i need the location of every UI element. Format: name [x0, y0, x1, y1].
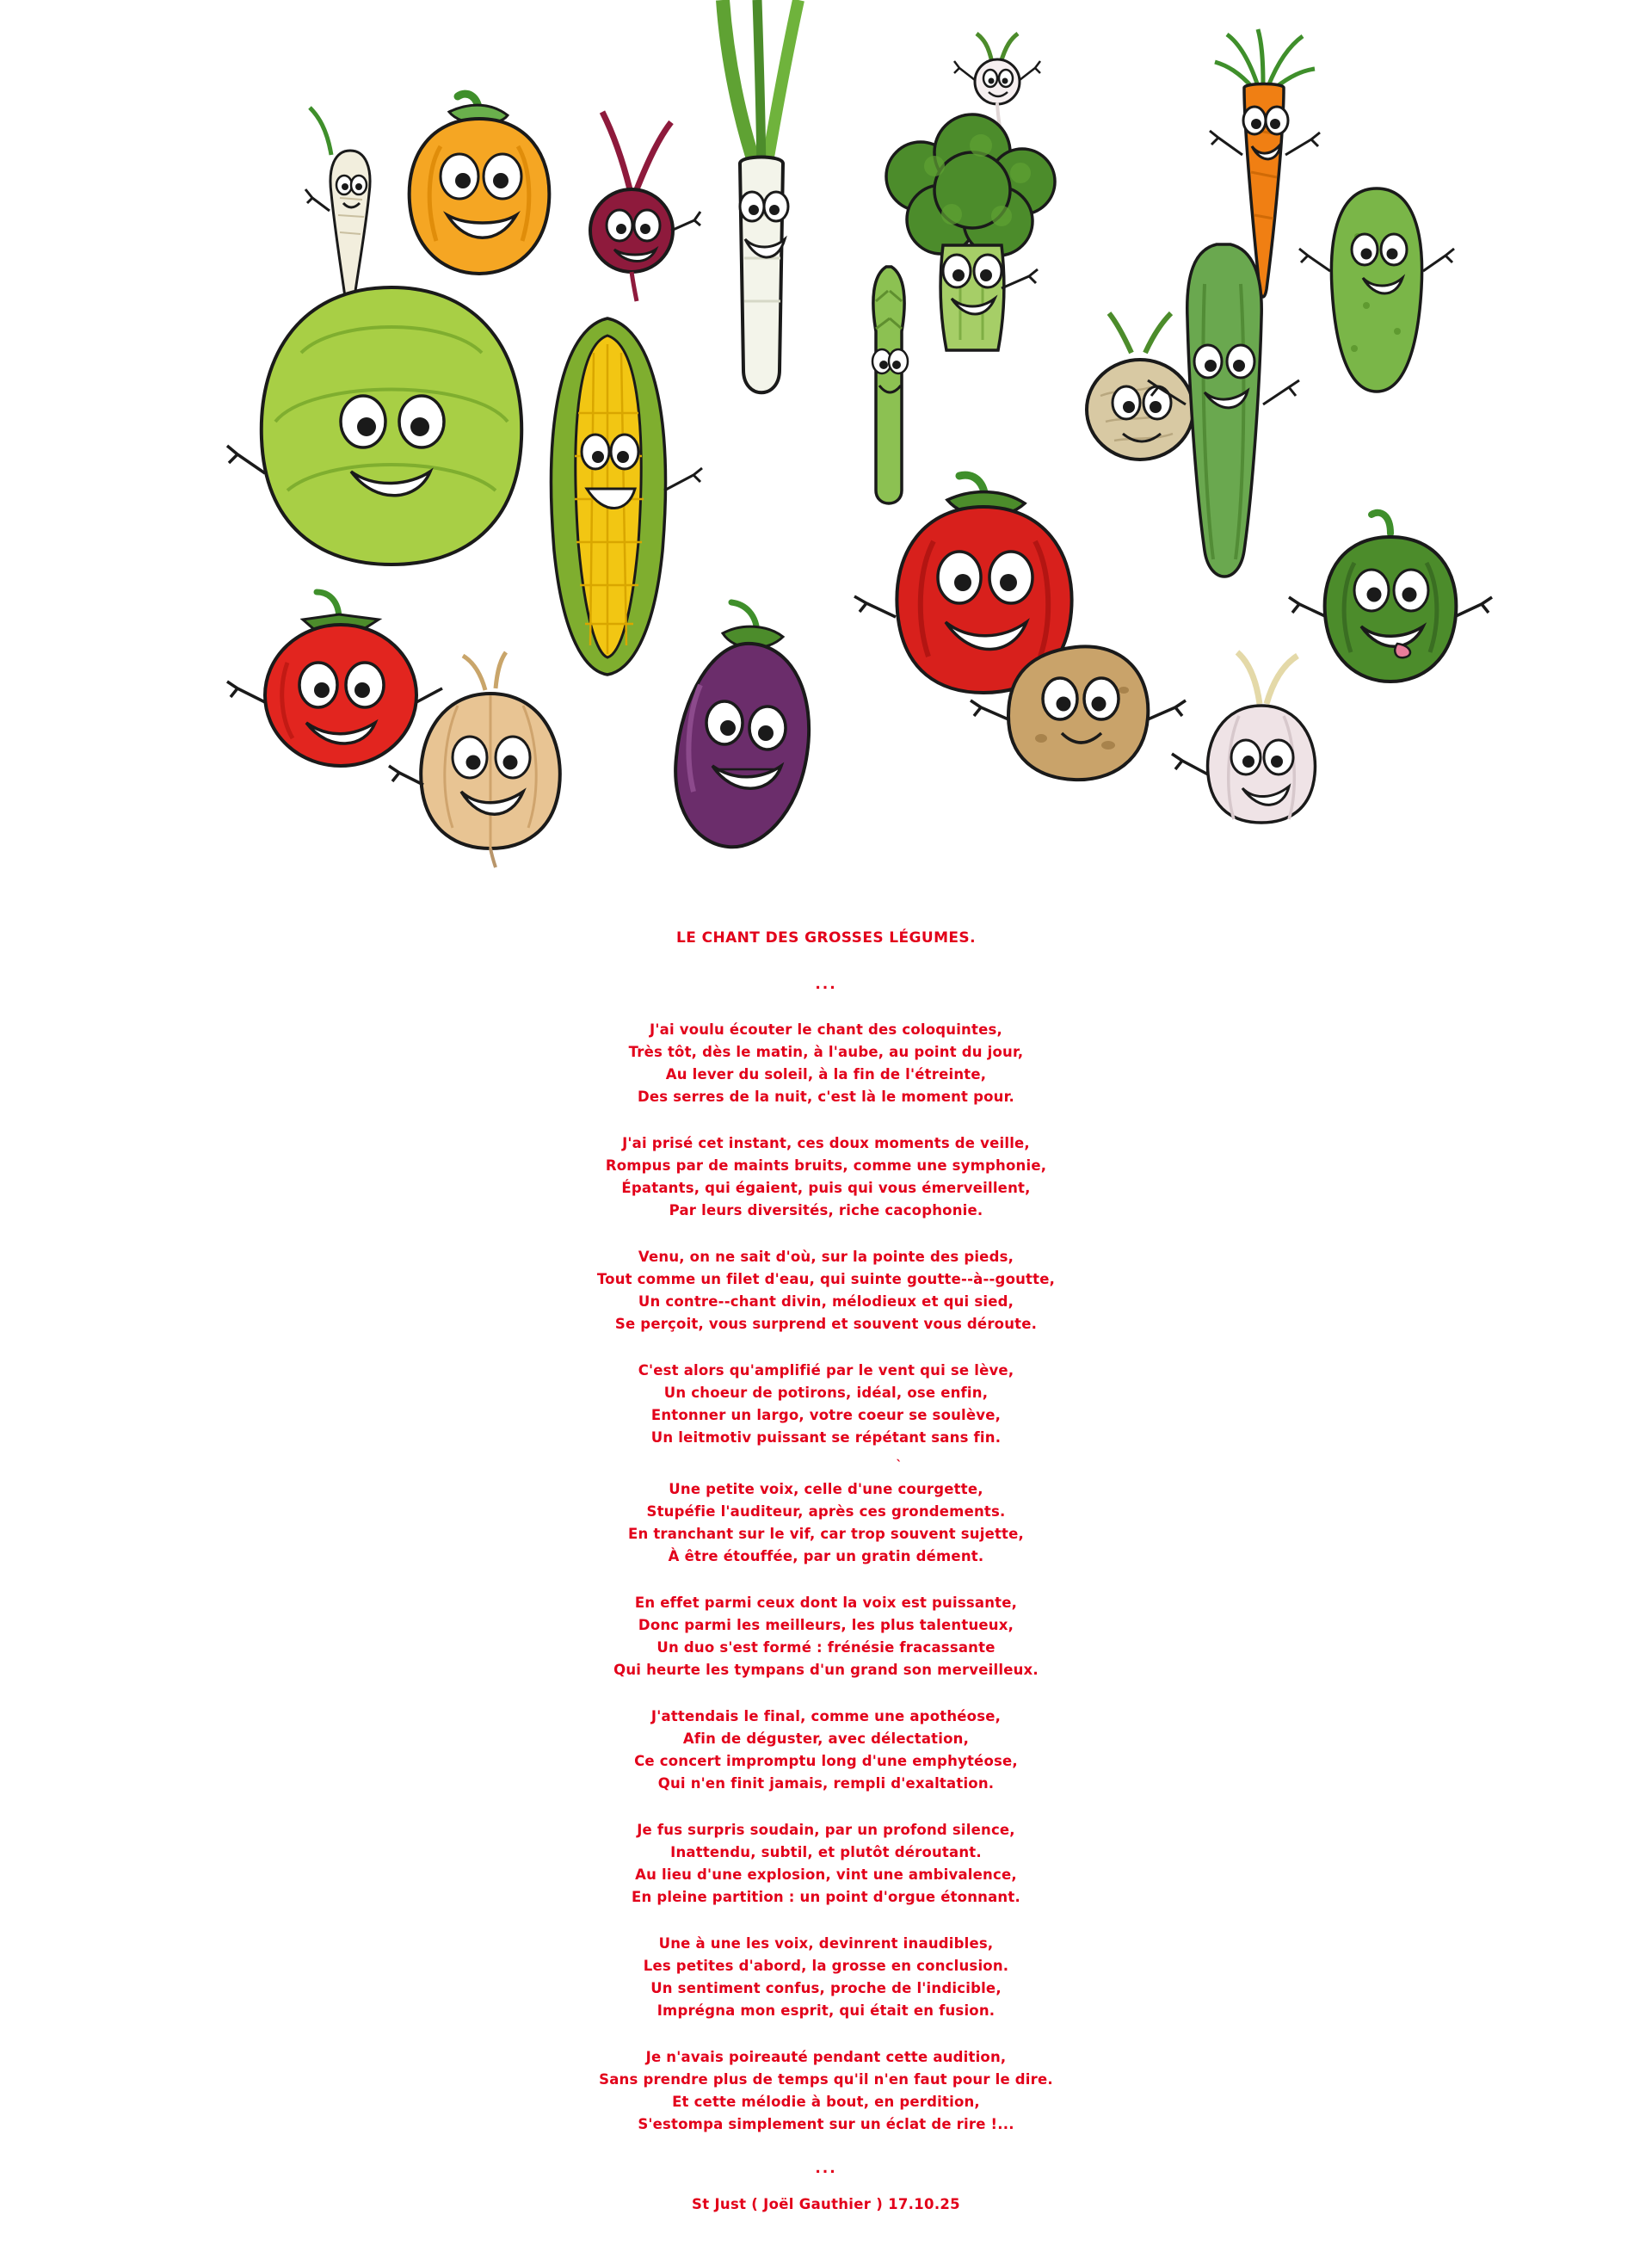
poem-line: À être étouffée, par un gratin dément.	[668, 1548, 984, 1564]
poem-line: Au lever du soleil, à la fin de l'étreinte,	[665, 1066, 987, 1083]
poem-line: Et cette mélodie à bout, en perdition,	[672, 2094, 980, 2110]
poem-line: J'ai voulu écouter le chant des coloquintes,	[650, 1021, 1002, 1038]
beetroot-character	[570, 163, 699, 310]
poem-line: Qui heurte les tympans d'un grand son merveilleux.	[613, 1662, 1039, 1678]
poem-line: Se perçoit, vous surprend et souvent vous déroute.	[614, 1316, 1038, 1332]
cucumber-character	[1315, 176, 1444, 417]
green-bell-pepper-character	[1315, 508, 1470, 697]
stanza-6	[0, 1592, 1652, 1681]
poem-line: Au lieu d'une explosion, vint une ambivalence,	[635, 1866, 1017, 1883]
divider-top: ...	[815, 976, 837, 993]
poem-line: J'attendais le final, comme une apothéose,	[650, 1708, 1002, 1724]
poem-line: Je fus surpris soudain, par un profond silence,	[637, 1822, 1015, 1838]
poem-line: Une petite voix, celle d'une courgette,	[669, 1481, 983, 1497]
lettuce-character	[250, 275, 533, 585]
poem-line: Par leurs diversités, riche cacophonie.	[669, 1202, 983, 1218]
poem-line: S'estompa simplement sur un éclat de rire !...	[638, 2116, 1014, 2132]
poem-body	[0, 912, 1652, 2264]
poem-line: Afin de déguster, avec délectation,	[682, 1730, 970, 1747]
leek-character	[697, 0, 826, 430]
yellow-bell-pepper-character	[398, 86, 561, 284]
poem-line: J'ai prisé cet instant, ces doux moments de veille,	[622, 1135, 1030, 1151]
onion-character	[411, 656, 583, 862]
potato-character	[998, 637, 1162, 792]
stanza-1	[0, 1019, 1652, 1108]
stanza-9	[0, 1933, 1652, 2022]
poem-line: Un choeur de potirons, idéal, ose enfin,	[663, 1385, 989, 1401]
poem-line: Inattendu, subtil, et plutôt déroutant.	[670, 1844, 982, 1860]
poem-line: Des serres de la nuit, c'est là le moment pour.	[637, 1089, 1015, 1105]
divider-bottom: ...	[815, 2160, 837, 2177]
stanza-7	[0, 1706, 1652, 1795]
stanza-2	[0, 1132, 1652, 1222]
poem-line: Épatants, qui égaient, puis qui vous émerveillent,	[621, 1180, 1031, 1196]
eggplant-character	[656, 602, 845, 869]
poem-line: En pleine partition : un point d'orgue étonnant.	[632, 1889, 1020, 1905]
illustration-stage	[0, 0, 1652, 912]
poem-line: Donc parmi les meilleurs, les plus talentueux,	[638, 1617, 1014, 1633]
poem-line: Ce concert impromptu long d'une emphytéose,	[634, 1753, 1018, 1769]
poem-line: Un leitmotiv puissant se répétant sans fin.	[650, 1429, 1002, 1446]
poem-line: Je n'avais poireauté pendant cette audition,	[645, 2049, 1007, 2065]
stanza-4	[0, 1360, 1652, 1449]
author-signature: St Just ( Joël Gauthier ) 17.10.25	[692, 2196, 960, 2212]
poem-line: Venu, on ne sait d'où, sur la pointe des pieds,	[638, 1249, 1014, 1265]
poem-line: Imprégna mon esprit, qui était en fusion.	[656, 2002, 996, 2019]
poem-line: Une à une les voix, devinrent inaudibles,	[658, 1935, 994, 1952]
broccoli-character	[852, 108, 1093, 392]
poem-line: Les petites d'abord, la grosse en conclusion.	[643, 1958, 1009, 1974]
garlic-character	[1187, 654, 1334, 835]
stanza-8	[0, 1819, 1652, 1909]
stray-tick-mark: `	[896, 1458, 903, 1473]
poem-line: Un sentiment confus, proche de l'indicible,	[650, 1980, 1002, 1996]
poem-line: Stupéfie l'auditeur, après ces grondements.	[646, 1503, 1006, 1520]
poem-line: Rompus par de maints bruits, comme une symphonie,	[605, 1157, 1047, 1174]
poem-line: Un duo s'est formé : frénésie fracassante	[656, 1639, 996, 1656]
stanza-5	[0, 1478, 1652, 1568]
poem-line: C'est alors qu'amplifié par le vent qui se lève,	[638, 1362, 1014, 1379]
poem-line: Très tôt, dès le matin, à l'aube, au point du jour,	[628, 1044, 1024, 1060]
poem-line: En effet parmi ceux dont la voix est puissante,	[634, 1595, 1018, 1611]
stanza-10	[0, 2046, 1652, 2136]
tomato-character	[250, 585, 439, 783]
zucchini-character	[1144, 232, 1291, 602]
poem-line: En tranchant sur le vif, car trop souvent sujette,	[627, 1526, 1025, 1542]
page-title: LE CHANT DES GROSSES LÉGUMES.	[676, 929, 976, 947]
poem-line: Un contre--chant divin, mélodieux et qui sied,	[638, 1293, 1014, 1310]
stanza-3	[0, 1246, 1652, 1336]
poem-line: Sans prendre plus de temps qu'il n'en faut pour le dire.	[599, 2071, 1053, 2088]
vegetables-illustration	[0, 0, 1652, 912]
poem-line: Tout comme un filet d'eau, qui suinte goutte--à--goutte,	[596, 1271, 1056, 1287]
poem-line: Entonner un largo, votre coeur se soulève,	[650, 1407, 1002, 1423]
poem-line: Qui n'en finit jamais, rempli d'exaltation.	[657, 1775, 995, 1792]
